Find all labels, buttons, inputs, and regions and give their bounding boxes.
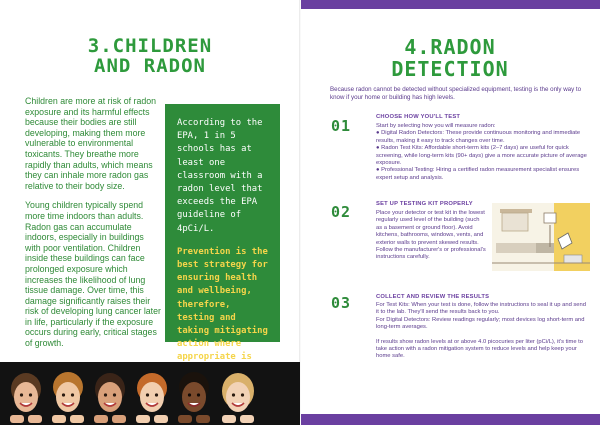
paragraph-indoors: Young children typically spend more time indoors than adults. Radon gas can accumulate indoors, especially in buildings with poor ventilation. Children inside these buildings can face prolonged exposure which increases the likelihood of lung tissue damage. Over time, this damage significantly raises their risk of developing lung cancer later in life, particularly if the exposure occurs during early, critical stages of growth. bbox=[25, 200, 161, 349]
heading-line-2: AND RADON bbox=[94, 55, 206, 77]
step-line: Start by selecting how you will measure radon: bbox=[376, 123, 496, 129]
step-title-choose: CHOOSE HOW YOU'LL TEST bbox=[376, 114, 461, 120]
step-line: If results show radon levels at or above 4.0 picocuries per liter (pCi/L), it's time to take action with a radon mitigation system to reduce levels and help keep your home safe. bbox=[376, 338, 583, 360]
children-photo bbox=[0, 362, 300, 425]
top-purple-band bbox=[300, 0, 600, 9]
step-number-01: 01 bbox=[331, 117, 352, 135]
bottom-purple-band bbox=[300, 414, 600, 425]
step-line: For Digital Detectors: Review readings regularly; most devices log short-term and long-term averages. bbox=[376, 316, 585, 331]
step-number-02: 02 bbox=[331, 203, 352, 221]
heading-line-1: 3.CHILDREN bbox=[87, 35, 213, 57]
step-line: For Test Kits: When your test is done, follow the instructions to seal it up and send it to the lab. They'll send the results back to you. bbox=[376, 302, 586, 316]
epa-callout-box bbox=[165, 104, 280, 363]
heading-line-2: DETECTION bbox=[391, 57, 509, 81]
child-face-4 bbox=[134, 369, 170, 425]
step-body-setup bbox=[376, 210, 486, 262]
step-body-choose bbox=[376, 123, 590, 182]
heading-line-1: 4.RADON bbox=[404, 35, 496, 59]
child-face-3 bbox=[92, 369, 128, 425]
child-face-2 bbox=[50, 369, 86, 425]
radon-detection-heading bbox=[300, 36, 600, 80]
child-face-1 bbox=[8, 369, 44, 425]
step-number-03: 03 bbox=[331, 294, 352, 312]
detection-intro: Because radon cannot be detected without specialized equipment, testing is the only way to know if your home or building has high levels. bbox=[330, 86, 582, 101]
step-line: ● Radon Test Kits: Affordable short-term kits (2–7 days) are useful for quick screening, while long-term kits (90+ days) give a more accurate picture of average exposure. bbox=[376, 145, 587, 167]
step-title-setup: SET UP TESTING KIT PROPERLY bbox=[376, 201, 473, 207]
step-line: ● Professional Testing: Hiring a certified radon measurement specialist ensures expert setup and analysis. bbox=[376, 167, 580, 181]
step-line: Place your detector or test kit in the lowest regularly used level of the building (such as a basement or ground floor). Avoid kitchens, bathrooms, windows, vents, and exterior walls to prevent skewed results. Follow the manufacturer's or professional's instructions carefully. bbox=[376, 210, 486, 261]
step-body-collect bbox=[376, 302, 590, 361]
child-face-6 bbox=[220, 369, 256, 425]
prevention-highlight: Prevention is the best strategy for ensuring health and wellbeing, therefore, testing and taking mitigating action where appropriate is bbox=[177, 246, 268, 363]
child-face-5 bbox=[176, 369, 212, 425]
step-spacer bbox=[376, 332, 590, 339]
children-radon-heading bbox=[0, 36, 300, 76]
step-line: ● Digital Radon Detectors: These provide continuous monitoring and immediate results, making it easy to track changes over time. bbox=[376, 130, 581, 144]
radon-placement-diagram bbox=[492, 203, 590, 271]
children-radon-text bbox=[25, 96, 161, 358]
paragraph-risk: Children are more at risk of radon exposure and its harmful effects because their bodies are still developing, making them more vulnerable to environmental toxicants. They breathe more rapidly than adults, which means they can inhale more radon gas relative to their body size. bbox=[25, 96, 157, 191]
epa-fact: According to the EPA, 1 in 5 schools has at least one classroom with a radon level that exceeds the EPA guideline of 4pCi/L. bbox=[177, 118, 263, 234]
step-title-collect: COLLECT AND REVIEW THE RESULTS bbox=[376, 294, 490, 300]
